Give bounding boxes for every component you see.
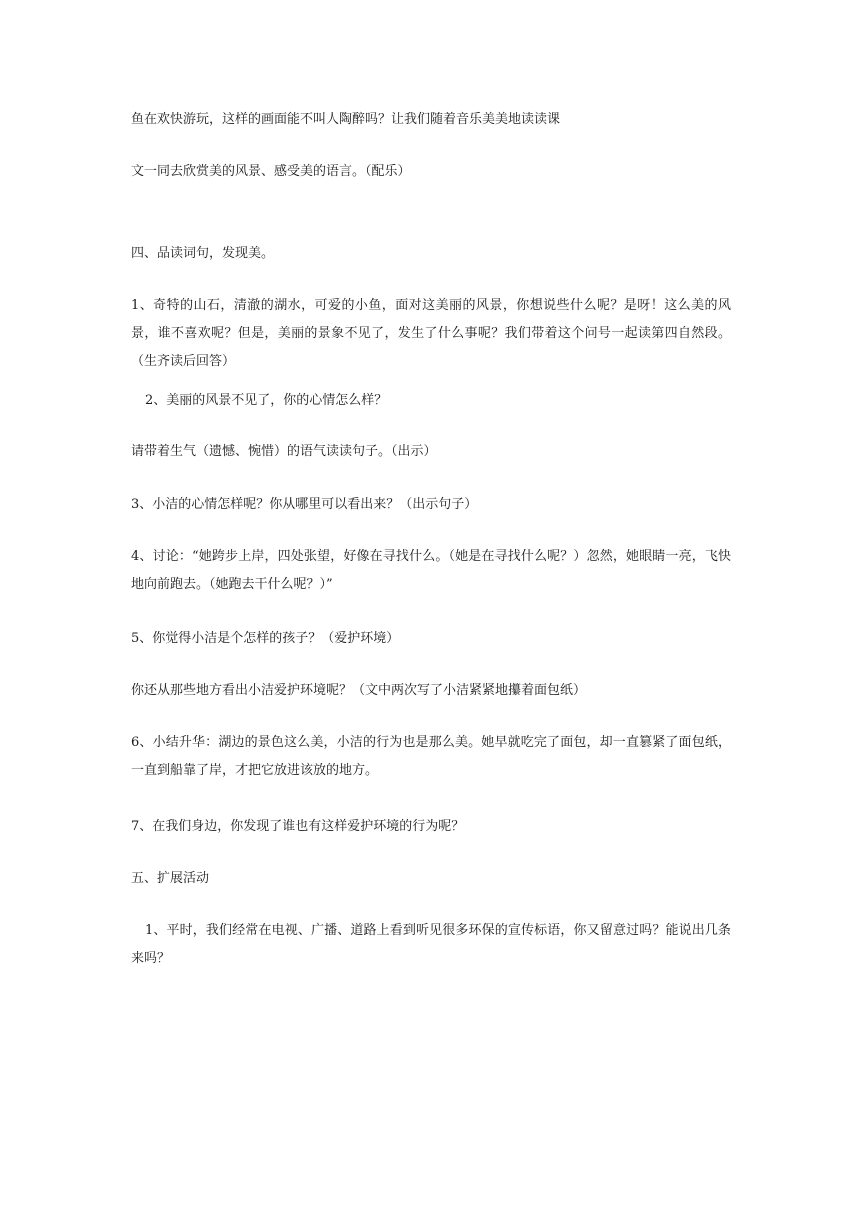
- paragraph-item-2: 2、美丽的风景不见了，你的心情怎么样？: [145, 393, 388, 408]
- paragraph-1: 鱼在欢快游玩，这样的画面能不叫人陶醉吗？让我们随着音乐美美地读读课: [131, 112, 561, 127]
- paragraph-item-2-note: 请带着生气（遗憾、惋惜）的语气读读句子。（出示）: [131, 444, 437, 459]
- paragraph-2: 文一同去欣赏美的风景、感受美的语言。（配乐）: [131, 164, 411, 179]
- paragraph-item-4: 4、讨论：“她跨步上岸，四处张望，好像在寻找什么。（她是在寻找什么呢？）忽然，她眼睛一亮，飞快地向前跑去。（她跑去干什么呢？）”: [131, 549, 731, 592]
- paragraph-item-7: 7、在我们身边，你发现了谁也有这样爱护环境的行为呢？: [131, 819, 465, 834]
- paragraph-item-3: 3、小洁的心情怎样呢？你从哪里可以看出来？（出示句子）: [131, 497, 478, 512]
- paragraph-item-1: 1、奇特的山石，清澈的湖水，可爱的小鱼，面对这美丽的风景，你想说些什么呢？是呀！这么美的风景，谁不喜欢呢？但是，美丽的景象不见了，发生了什么事呢？我们带着这个问号一起读第四自然段。（生齐读后回答）: [131, 298, 731, 369]
- paragraph-item-5-note: 你还从那些地方看出小洁爱护环境呢？（文中两次写了小洁紧紧地攥着面包纸）: [131, 683, 587, 698]
- paragraph-item-5: 5、你觉得小洁是个怎样的孩子？（爱护环境）: [131, 631, 400, 646]
- section-heading-5: 五、扩展活动: [131, 871, 210, 886]
- paragraph-item-6: 6、小结升华：湖边的景色这么美，小洁的行为也是那么美。她早就吃完了面包，却一直篡紧了面包纸，一直到船靠了岸，才把它放进该放的地方。: [131, 735, 731, 778]
- paragraph-extension-1: 1、平时，我们经常在电视、广播、道路上看到听见很多环保的宣传标语，你又留意过吗？能说出几条来吗？: [131, 923, 731, 966]
- section-heading-4: 四、品读词句，发现美。: [131, 246, 275, 261]
